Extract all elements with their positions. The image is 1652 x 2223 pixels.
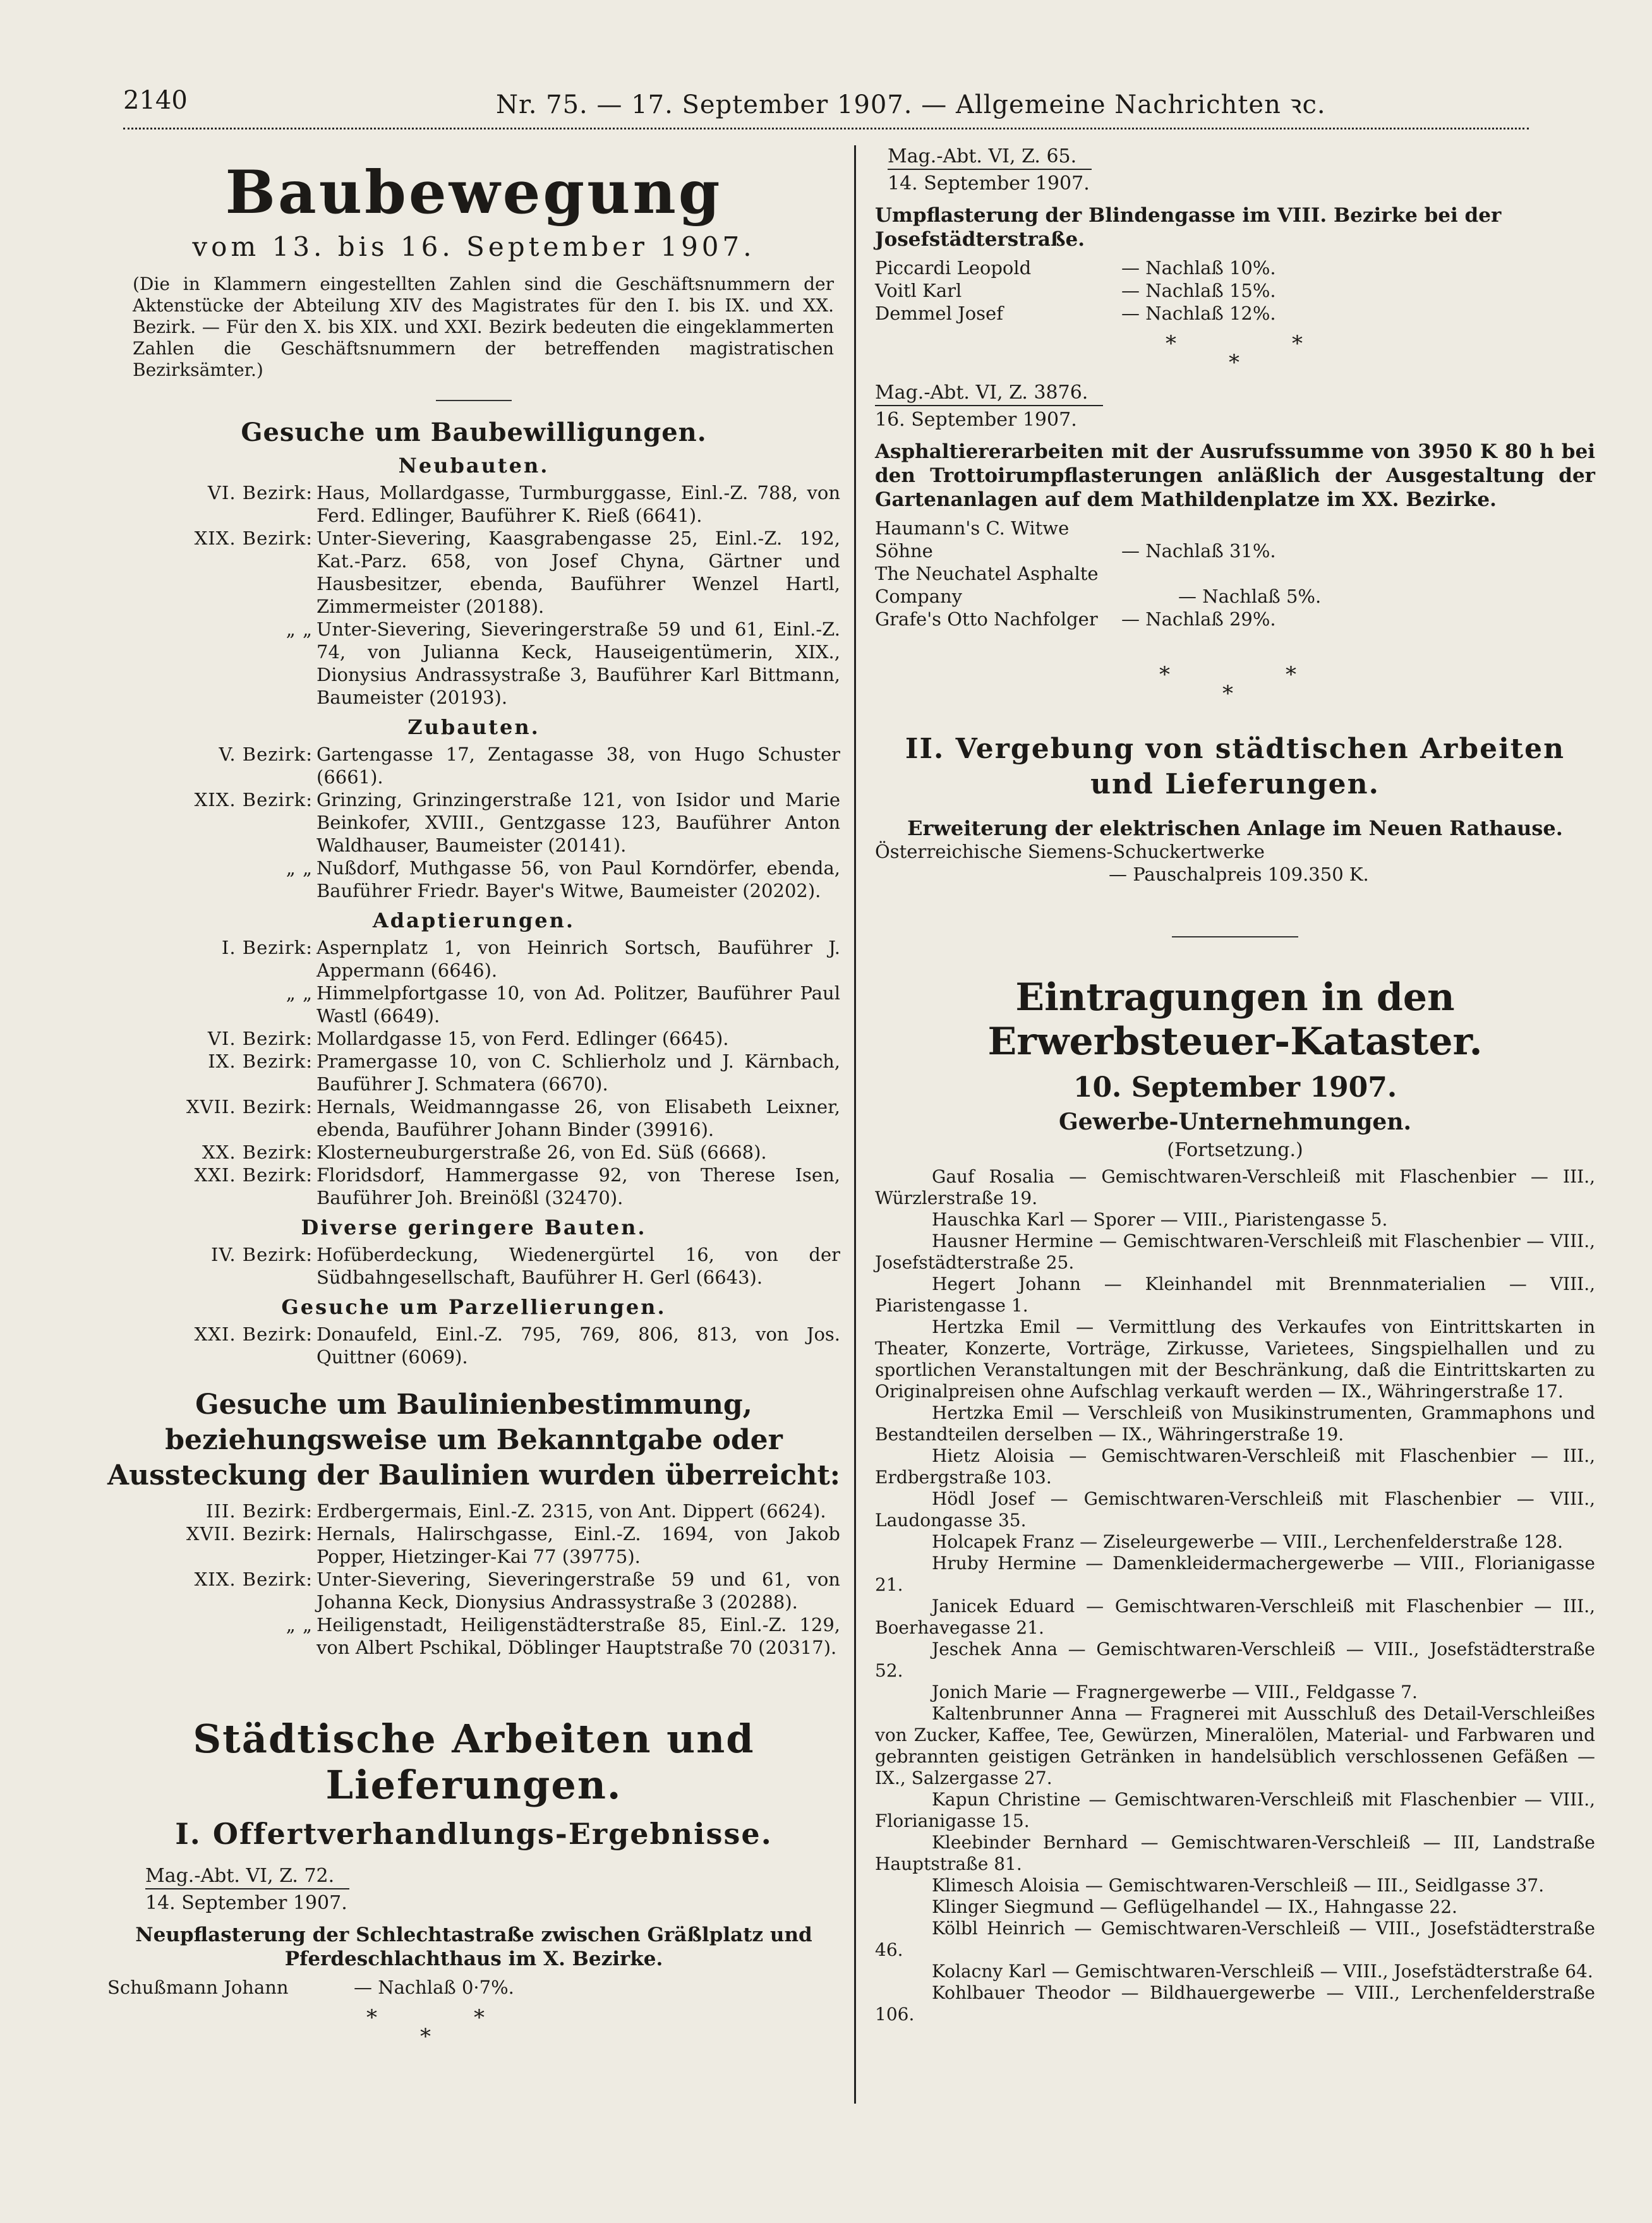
list-item: Hauschka Karl — Sporer — VIII., Piaristengasse 5. [932,1209,1388,1230]
baubewegung-title: Baubewegung [225,158,723,227]
offer-date: 14. September 1907. [145,1892,347,1914]
list-item: Hertzka Emil — Verschleiß von Musikinstrumenten, Grammaphons und Bestandteilen derselben — IX., Währingerstraße 19. [875,1402,1595,1445]
page-number: 2140 [123,86,188,115]
bid-row: Piccardi Leopold — Nachlaß 10%. [875,257,1276,279]
vergebung-firm: Österreichische Siemens-Schuckertwerke [875,841,1265,862]
baulinie-list [107,1500,840,1659]
offer-reference: Mag.-Abt. VI, Z. 65. [888,145,1092,170]
offer-reference: Mag.-Abt. VI, Z. 3876. [875,382,1103,406]
vergebung-heading: II. Vergebung von städtischen Arbeiten und Lieferungen. [905,733,1565,800]
running-title: Nr. 75. — 17. September 1907. — Allgemeine Nachrichten ꝛc. [496,90,1326,119]
staedtische-arbeiten-title: Städtische Arbeiten und Lieferungen. [193,1716,755,1808]
bid-row: Voitl Karl — Nachlaß 15%. [875,280,1276,301]
section-divider [1172,936,1298,937]
list-item: Kleebinder Bernhard — Gemischtwaren-Verschleiß — III, Landstraße Hauptstraße 81. [875,1832,1595,1874]
parzellierungen-list [107,1323,840,1368]
bid-row: Haumann's C. Witwe Söhne — Nachlaß 31%. [875,517,1276,562]
neubauten-heading: Neubauten. [398,454,550,478]
offer-date: 14. September 1907. [888,172,1090,195]
list-item: XIX. Bezirk: Grinzing, Grinzingerstraße 121, von Isidor und Marie Beinkofer, XVIII., Gentzgasse 123, Bauführer Anton Waldhauser, Baumeister (20141). [194,789,840,856]
baubewegung-subtitle: vom 13. bis 16. September 1907. [192,231,756,262]
list-item: V. Bezirk: Gartengasse 17, Zentagasse 38, von Hugo Schuster (6661). [219,744,840,788]
list-item: „ „ Nußdorf, Muthgasse 56, von Paul Korndörfer, ebenda, Bauführer Friedr. Bayer's Witwe, Baumeister (20202). [286,857,840,901]
bid-row: The Neuchatel Asphalte Company — Nachlaß 5%. [875,563,1322,607]
list-item: Holcapek Franz — Ziseleurgewerbe — VIII., Lerchenfelderstraße 128. [932,1531,1564,1552]
page-header [123,81,1529,125]
continuation-note: (Fortsetzung.) [1167,1139,1303,1161]
asterism-divider: * * * [366,2005,485,2049]
diverse-list [107,1243,840,1289]
gewerbe-heading: Gewerbe-Unternehmungen. [1058,1109,1412,1135]
neubauten-list [107,481,840,709]
list-item: I. Bezirk: Aspernplatz 1, von Heinrich Sortsch, Bauführer J. Appermann (6646). [221,937,840,981]
erwerbsteuer-date: 10. September 1907. [1073,1071,1397,1104]
list-item: „ „ Himmelpfortgasse 10, von Ad. Politzer, Bauführer Paul Wastl (6649). [286,982,840,1027]
zubauten-heading: Zubauten. [407,715,540,739]
list-item: Jonich Marie — Fragnergewerbe — VIII., Feldgasse 7. [932,1682,1418,1702]
list-item: Kölbl Heinrich — Gemischtwaren-Verschleiß — VIII., Josefstädterstraße 46. [875,1918,1595,1960]
list-item: XXI. Bezirk: Donaufeld, Einl.-Z. 795, 769, 806, 813, von Jos. Quittner (6069). [194,1323,840,1368]
list-item: Kaltenbrunner Anna — Fragnerei mit Ausschluß des Detail-Verschleißes von Zucker, Kaffee, Tee, Gewürzen, Mineralölen, Material- und Farbwaren und gebrannten geistigen Getränken in handelsüblich verschlossenen Gefäßen — IX., Salzergasse 27. [875,1703,1595,1788]
list-item: Kolacny Karl — Gemischtwaren-Verschleiß — VIII., Josefstädterstraße 64. [932,1961,1593,1982]
list-item: Janicek Eduard — Gemischtwaren-Verschleiß mit Flaschenbier — III., Boerhavegasse 21. [875,1596,1595,1638]
zubauten-list [107,743,840,902]
section-divider [436,400,512,401]
list-item: Gauf Rosalia — Gemischtwaren-Verschleiß mit Flaschenbier — III., Würzlerstraße 19. [875,1166,1595,1208]
list-item: XX. Bezirk: Klosterneuburgerstraße 26, von Ed. Süß (6668). [202,1142,767,1163]
erwerbsteuer-title: Eintragungen in den Erwerbsteuer-Kataster. [987,975,1483,1064]
offer-title: Asphaltiererarbeiten mit der Ausrufssumme von 3950 K 80 h bei den Trottoirumpflasterungen anläßlich der Ausgestaltung der Gartenanlagen auf dem Mathildenplatze im XX. Bezirke. [875,440,1595,511]
list-item: XVII. Bezirk: Hernals, Halirschgasse, Einl.-Z. 1694, von Jakob Popper, Hietzinger-Kai 77 (39775). [186,1523,840,1567]
offer-reference: Mag.-Abt. VI, Z. 72. [145,1865,349,1889]
baulinie-heading: Gesuche um Baulinienbestimmung, beziehungsweise um Bekanntgabe oder Aussteckung der Baulinien wurden überreicht: [107,1389,841,1491]
list-item: Klimesch Aloisia — Gemischtwaren-Verschleiß — III., Seidlgasse 37. [932,1875,1545,1896]
adaptierungen-list [107,936,840,1209]
register-list [875,1166,1595,2025]
bid-row: Schußmann Johann — Nachlaß 0·7%. [107,1977,514,1998]
right-column [875,145,1595,2025]
asterism-divider: * * * [1159,662,1296,706]
list-item: Hegert Johann — Kleinhandel mit Brennmaterialien — VIII., Piaristengasse 1. [875,1274,1595,1316]
header-divider [123,128,1529,130]
left-column [107,145,840,2056]
list-item: Klinger Siegmund — Geflügelhandel — IX., Hahngasse 22. [932,1896,1457,1917]
vergebung-price: — Pauschalpreis 109.350 K. [1109,864,1369,885]
list-item: Hertzka Emil — Vermittlung des Verkaufes von Eintrittskarten in Theater, Konzerte, Vorträge, Zirkusse, Varietees, Singspielhallen und zu sportlichen Veranstaltungen mit der Beschränkung, daß die Eintrittskarten zu Originalpreisen ohne Aufschlag verkauft werden — IX., Währingerstraße 17. [875,1316,1595,1402]
adaptierungen-heading: Adaptierungen. [372,908,576,932]
list-item: VI. Bezirk: Haus, Mollardgasse, Turmburggasse, Einl.-Z. 788, von Ferd. Edlinger, Bauführer K. Rieß (6641). [207,482,840,526]
list-item: XVII. Bezirk: Hernals, Weidmanngasse 26, von Elisabeth Leixner, ebenda, Bauführer Johann Binder (39916). [186,1096,840,1140]
list-item: XIX. Bezirk: Unter-Sievering, Kaasgrabengasse 25, Einl.-Z. 192, Kat.-Parz. 658, von Josef Chyna, Gärtner und Hausbesitzer, ebenda, Bauführer Wenzel Hartl, Zimmermeister (20188). [194,527,840,617]
list-item: Hausner Hermine — Gemischtwaren-Verschleiß mit Flaschenbier — VIII., Josefstädterstraße 25. [875,1231,1595,1273]
list-item: Kohlbauer Theodor — Bildhauergewerbe — VIII., Lerchenfelderstraße 106. [875,1982,1595,2025]
list-item: IV. Bezirk: Hofüberdeckung, Wiedenergürtel 16, von der Südbahngesellschaft, Bauführer H. Gerl (6643). [211,1244,840,1288]
list-item: III. Bezirk: Erdbergermais, Einl.-Z. 2315, von Ant. Dippert (6624). [205,1500,826,1522]
list-item: Jeschek Anna — Gemischtwaren-Verschleiß — VIII., Josefstädterstraße 52. [875,1639,1595,1681]
list-item: Hödl Josef — Gemischtwaren-Verschleiß mit Flaschenbier — VIII., Laudongasse 35. [875,1488,1595,1531]
intro-note: (Die in Klammern eingestellten Zahlen sind die Geschäftsnummern der Aktenstücke der Abteilung XIV des Magistrates für den I. bis IX. und XX. Bezirk. — Für den X. bis XIX. und XXI. Bezirk bedeuten die eingeklammerten Zahlen die Geschäftsnummern der betreffenden magistratischen Bezirksämter.) [133,274,834,380]
offer-title: Neupflasterung der Schlechtastraße zwischen Gräßlplatz und Pferdeschlachthaus im X. Bezirke. [135,1924,812,1970]
list-item: VI. Bezirk: Mollardgasse 15, von Ferd. Edlinger (6645). [207,1028,729,1049]
list-item: Hietz Aloisia — Gemischtwaren-Verschleiß mit Flaschenbier — III., Erdbergstraße 103. [875,1445,1595,1488]
list-item: Hruby Hermine — Damenkleidermachergewerbe — VIII., Florianigasse 21. [875,1553,1595,1595]
list-item: „ „ Unter-Sievering, Sieveringerstraße 59 und 61, Einl.-Z. 74, von Julianna Keck, Hauseigentümerin, XIX., Dionysius Andrassystraße 3, Bauführer Karl Bittmann, Baumeister (20193). [286,618,840,708]
bid-row: Grafe's Otto Nachfolger — Nachlaß 29%. [875,608,1276,630]
list-item: XIX. Bezirk: Unter-Sievering, Sieveringerstraße 59 und 61, von Johanna Keck, Dionysius Andrassystraße 3 (20288). [194,1569,840,1613]
vergebung-subheading: Erweiterung der elektrischen Anlage im Neuen Rathause. [907,816,1563,840]
parzellierungen-heading: Gesuche um Parzellierungen. [281,1295,666,1319]
list-item: Kapun Christine — Gemischtwaren-Verschleiß mit Flaschenbier — VIII., Florianigasse 15. [875,1789,1595,1831]
baubewilligungen-heading: Gesuche um Baubewilligungen. [241,418,707,447]
diverse-heading: Diverse geringere Bauten. [301,1215,647,1239]
offertverhandlungs-heading: I. Offertverhandlungs-Ergebnisse. [175,1817,773,1851]
offer-title: Umpflasterung der Blindengasse im VIII. Bezirke bei der Josefstädterstraße. [875,204,1502,251]
list-item: „ „ Heiligenstadt, Heiligenstädterstraße 85, Einl.-Z. 129, von Albert Pschikal, Döblinger Hauptstraße 70 (20317). [286,1614,840,1658]
bid-row: Demmel Josef — Nachlaß 12%. [875,303,1276,324]
asterism-divider: * * * [1166,331,1303,375]
column-divider [854,145,856,2104]
offer-date: 16. September 1907. [875,409,1077,431]
list-item: IX. Bezirk: Pramergasse 10, von C. Schlierholz und J. Kärnbach, Bauführer J. Schmatera (6670). [208,1051,840,1095]
list-item: XXI. Bezirk: Floridsdorf, Hammergasse 92, von Therese Isen, Bauführer Joh. Breinößl (32470). [194,1164,840,1208]
